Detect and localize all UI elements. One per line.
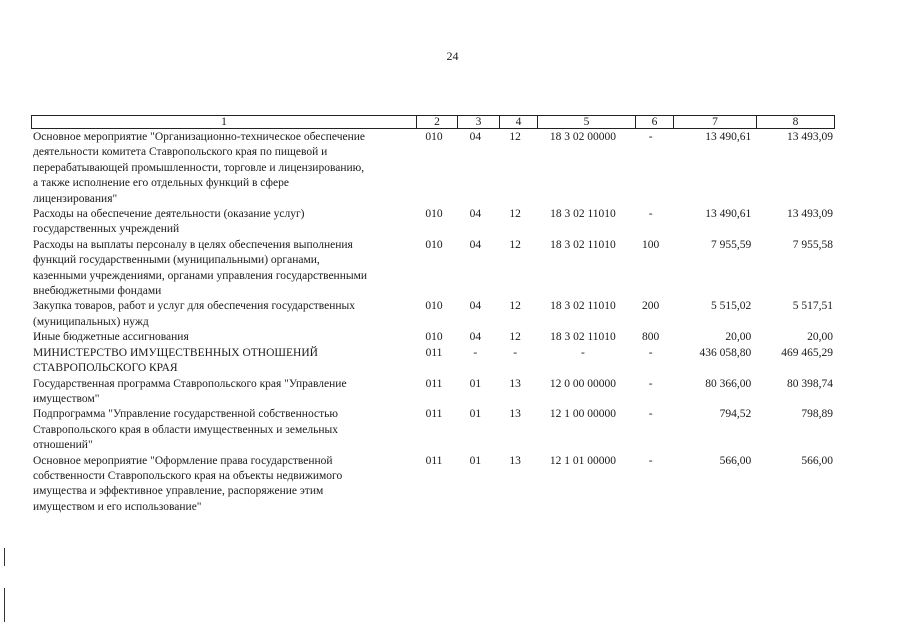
row-col-7: 436 058,80 [699,346,752,359]
row-col-8: 469 465,29 [781,346,833,359]
row-col-7: 80 366,00 [705,377,752,390]
row-name [31,330,414,345]
row-col-8: 798,89 [801,408,833,421]
table-row [31,454,835,516]
row-name-line: государственных учреждений [33,223,180,236]
row-name-line: перерабатывающей промышленности, торговле и лицензированию, [33,161,365,174]
margin-mark [4,588,5,622]
row-col-8: 13 493,09 [787,208,833,221]
row-col-6: - [648,454,653,467]
row-name-line: Расходы на обеспечение деятельности (оказание услуг) [33,208,305,221]
row-name [31,346,414,377]
header-col-6: 6 [635,116,673,128]
row-name-line: деятельности комитета Ставропольского края по пищевой и [33,146,328,159]
row-col-6: - [648,408,653,421]
row-col-6: - [648,131,653,143]
table-row [31,299,835,330]
row-name-line: имуществом" [33,392,100,405]
header-col-8: 8 [756,116,834,128]
row-col-5: 12 1 00 00000 [549,408,616,421]
row-col-2: 011 [425,346,443,359]
row-col-7: 5 515,02 [711,300,752,313]
row-name-line: СТАВРОПОЛЬСКОГО КРАЯ [33,362,178,375]
table-row [31,377,835,408]
row-col-7: 794,52 [719,408,752,421]
row-col-7: 566,00 [719,454,752,467]
row-col-2: 010 [425,208,443,221]
table-row [31,238,835,300]
row-name-line: Основное мероприятие "Организационно-техническое обеспечение [33,131,366,143]
row-col-5: 18 3 02 11010 [550,238,616,251]
row-name-line: казенными учреждениями, органами управления государственными [33,269,368,282]
row-col-3: - [473,346,478,359]
row-col-2: 010 [425,131,443,143]
table-body [31,130,835,515]
row-col-2: 010 [425,331,443,344]
row-col-2: 010 [425,300,443,313]
row-col-8: 566,00 [801,454,833,467]
row-col-5: - [581,346,585,359]
row-col-8: 20,00 [807,331,833,344]
row-name-line: а также исполнение его отдельных функций в сфере [33,177,289,190]
row-col-3: 04 [469,238,482,251]
row-name [31,407,414,453]
header-col-7: 7 [673,116,756,128]
row-name [31,454,414,516]
row-col-8: 80 398,74 [787,377,833,390]
row-col-3: 04 [469,131,482,143]
row-col-7: 13 490,61 [705,131,752,143]
page-number: 24 [446,49,459,63]
row-col-2: 011 [425,454,443,467]
row-col-3: 01 [469,408,482,421]
row-name-line: МИНИСТЕРСТВО ИМУЩЕСТВЕННЫХ ОТНОШЕНИЙ [33,346,318,359]
row-name-line: отношений" [33,439,93,452]
row-col-2: 011 [425,408,443,421]
row-col-4: 12 [509,131,521,143]
row-name-line: Иные бюджетные ассигнования [33,331,189,344]
row-col-4: 12 [509,300,521,313]
row-col-8: 13 493,09 [787,131,833,143]
header-col-4: 4 [499,116,537,128]
row-col-6: - [648,208,653,221]
row-name [31,207,414,238]
row-col-4: 12 [509,208,521,221]
row-name-line: Ставропольского края в области имущественных и земельных [33,423,338,436]
row-name-line: функций государственными (муниципальными) органами, [33,254,320,267]
row-name-line: (муниципальных) нужд [33,315,149,328]
row-col-3: 01 [469,377,482,390]
table-row [31,330,835,345]
row-col-4: 13 [509,408,521,421]
row-col-3: 04 [469,208,482,221]
row-name [31,377,414,408]
row-col-3: 01 [469,454,482,467]
row-name-line: Закупка товаров, работ и услуг для обеспечения государственных [33,300,356,313]
row-col-4: - [513,346,518,359]
table-row [31,407,835,453]
table-row [31,130,835,207]
table-row [31,346,835,377]
row-col-4: 12 [509,331,521,344]
row-name-line: Расходы на выплаты персоналу в целях обеспечения выполнения [33,238,353,251]
row-col-4: 12 [509,238,521,251]
row-name-line: лицензирования" [33,192,118,205]
row-col-7: 20,00 [725,331,752,344]
row-col-6: 800 [642,331,660,344]
row-col-3: 04 [469,331,482,344]
header-col-3: 3 [457,116,499,128]
margin-mark [4,548,5,566]
row-name-line: внебюджетными фондами [33,285,162,298]
row-col-7: 7 955,59 [711,238,752,251]
row-col-6: - [648,377,653,390]
row-name [31,238,414,300]
row-col-2: 010 [425,238,443,251]
row-col-7: 13 490,61 [705,208,752,221]
table-header [31,115,835,129]
row-col-5: 18 3 02 11010 [550,300,616,313]
row-col-6: 200 [642,300,660,313]
header-col-1: 1 [221,116,227,128]
row-col-2: 011 [425,377,443,390]
row-col-5: 18 3 02 11010 [550,331,616,344]
row-name-line: Государственная программа Ставропольского края "Управление [33,377,347,390]
header-col-2: 2 [416,116,457,128]
row-col-3: 04 [469,300,482,313]
row-name-line: Основное мероприятие "Оформление права государственной [33,454,333,467]
row-name [31,299,414,330]
row-col-6: 100 [642,238,660,251]
row-col-5: 18 3 02 00000 [549,131,616,143]
table-row [31,207,835,238]
row-col-4: 13 [509,377,521,390]
header-col-5: 5 [537,116,635,128]
row-col-5: 18 3 02 11010 [550,208,616,221]
row-name-line: имущества и эффективное управление, распоряжение этим [33,485,324,498]
row-col-8: 7 955,58 [792,238,833,251]
row-col-4: 13 [509,454,521,467]
row-col-6: - [648,346,653,359]
row-name-line: имуществом и его использование" [33,500,202,513]
row-col-5: 12 1 01 00000 [549,454,616,467]
row-name-line: Подпрограмма "Управление государственной собственностью [33,408,338,421]
row-col-5: 12 0 00 00000 [549,377,616,390]
row-col-8: 5 517,51 [792,300,833,313]
row-name [31,130,414,207]
row-name-line: собственности Ставропольского края на объекты недвижимого [33,469,343,482]
